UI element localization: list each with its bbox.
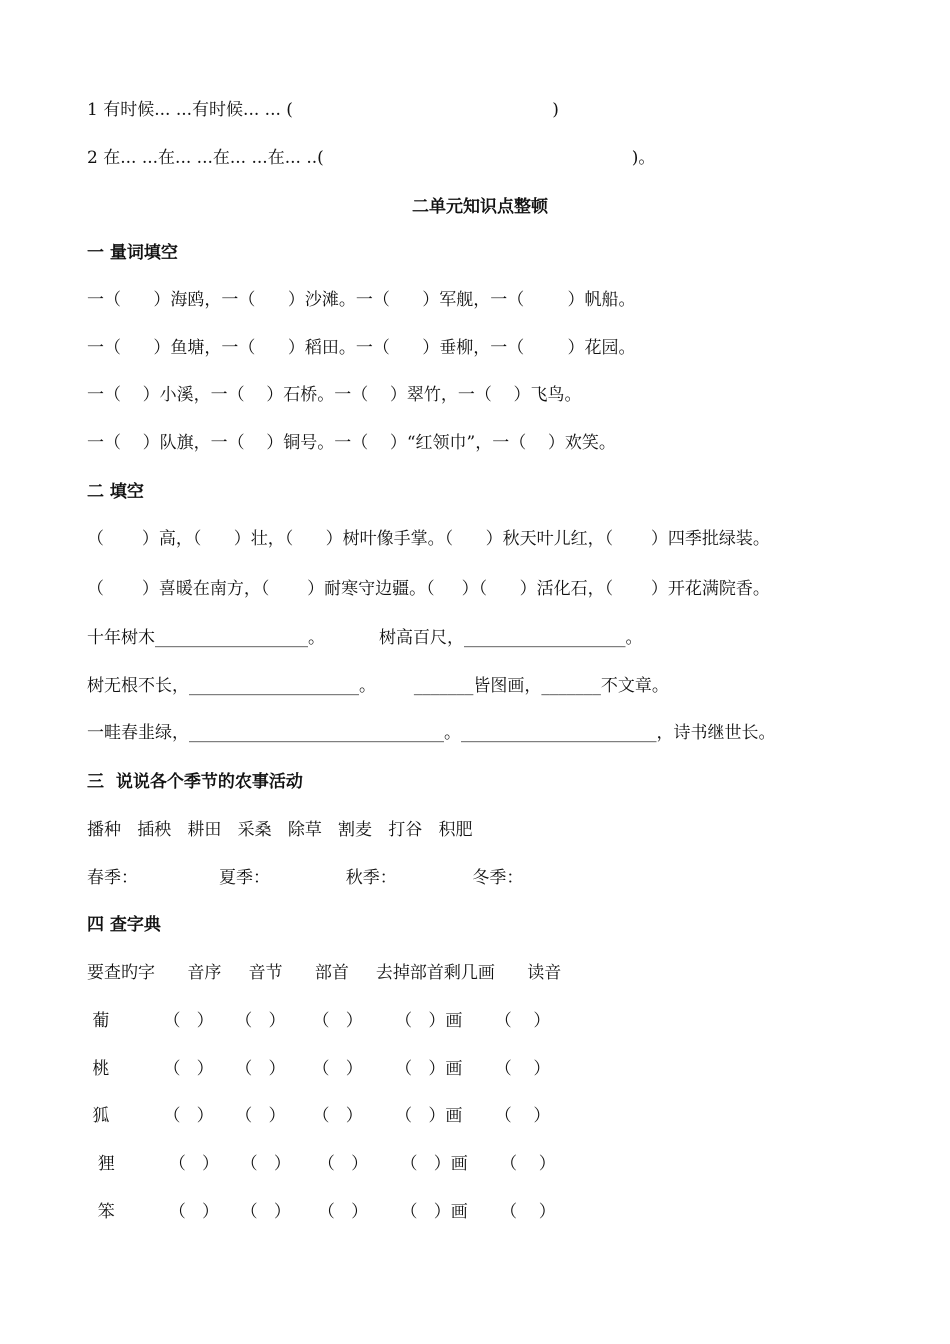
fill-blank-row-3: 十年树木__________________。 树高百尺，___________________。 [87, 628, 643, 648]
dictionary-row-1: 葡 （ ） （ ） （ ） （ ）画 （ ） [87, 1011, 551, 1031]
fill-blank-row-1: （ ）高，（ ）壮，（ ）树叶像手掌。（ ）秋天叶儿红，（ ）四季批绿装。 [87, 529, 770, 549]
section-heading-2: 二 填空 [87, 482, 144, 502]
fill-blank-row-2: （ ）喜暖在南方，（ ）耐寒守边疆。（ ）（ ）活化石，（ ）开花满院香。 [87, 579, 770, 599]
dictionary-row-5: 笨 （ ） （ ） （ ） （ ）画 （ ） [87, 1202, 556, 1222]
section-heading-4: 四 查字典 [87, 915, 161, 935]
fill-blank-row-4: 树无根不长，____________________。 _______皆图画，_______不文章。 [87, 676, 669, 696]
dictionary-row-2: 桃 （ ） （ ） （ ） （ ）画 （ ） [87, 1059, 551, 1079]
sentence-pattern-2: 2 在... ...在... ...在... ...在... ..( )。 [87, 148, 656, 168]
section-heading-3: 三 说说各个季节的农事活动 [87, 772, 303, 792]
seasons-row: 春季： 夏季： 秋季： 冬季： [87, 868, 524, 888]
farm-activities-list: 播种 插秧 耕田 采桑 除草 割麦 打谷 积肥 [87, 820, 473, 840]
measure-word-row-1: 一（ ）海鸥，一（ ）沙滩。一（ ）军舰，一（ ）帆船。 [87, 290, 636, 310]
fill-blank-row-5: 一畦春韭绿，______________________________。_______________________，诗书继世长。 [87, 723, 776, 743]
measure-word-row-3: 一（ ）小溪，一（ ）石桥。一（ ）翠竹，一（ ）飞鸟。 [87, 385, 582, 405]
sentence-pattern-1: 1 有时候... ...有时候... ... ( ) [87, 100, 559, 120]
dictionary-table-header: 要查旳字 音序 音节 部首 去掉部首剩几画 读音 [87, 963, 562, 983]
measure-word-row-2: 一（ ）鱼塘，一（ ）稻田。一（ ）垂柳，一（ ）花园。 [87, 338, 636, 358]
dictionary-row-4: 狸 （ ） （ ） （ ） （ ）画 （ ） [87, 1154, 556, 1174]
section-heading-1: 一 量词填空 [87, 243, 178, 263]
page-title: 二单元知识点整顿 [412, 197, 548, 217]
measure-word-row-4: 一（ ）队旗，一（ ）铜号。一（ ）“红领巾”，一（ ）欢笑。 [87, 433, 616, 453]
dictionary-row-3: 狐 （ ） （ ） （ ） （ ）画 （ ） [87, 1106, 551, 1126]
